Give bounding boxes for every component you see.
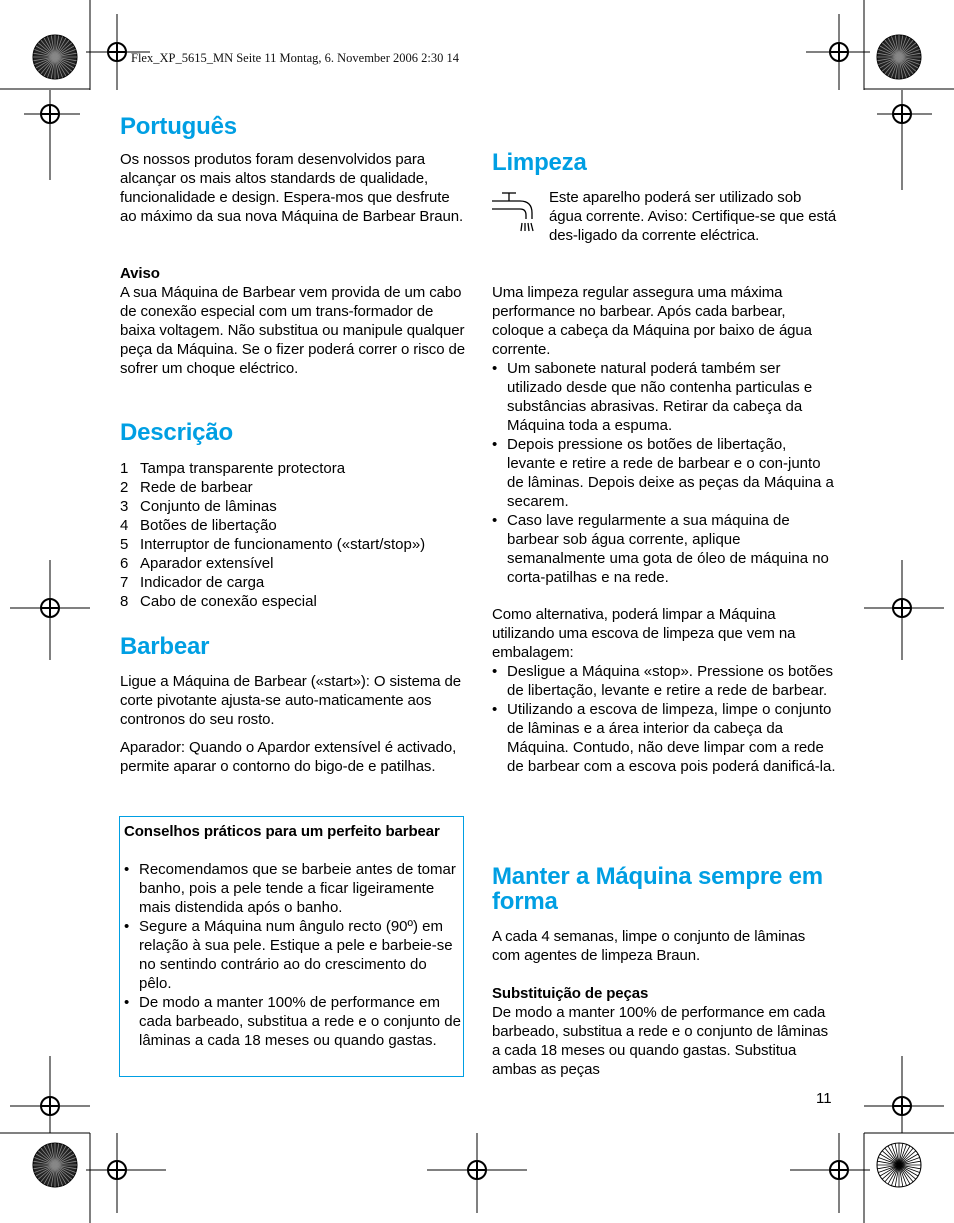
manter-paragraph: A cada 4 semanas, limpe o conjunto de lâminas com agentes de limpeza Braun.	[492, 928, 806, 964]
list-item: • Utilizando a escova de limpeza, limpe o conjunto de lâminas e a área interior da cabeça da Máquina. Contudo, não deve limpar com a rede de barbear com a escova pois poderá danificá-la.	[492, 701, 836, 775]
list-item: 2 Rede de barbear	[120, 479, 253, 496]
list-item: • Desligue a Máquina «stop». Pressione os botões de libertação, levante e retire a rede de barbear.	[492, 663, 834, 699]
list-item: 5 Interruptor de funcionamento («start/stop»)	[120, 536, 426, 553]
aviso-paragraph: A sua Máquina de Barbear vem provida de um cabo de conexão especial com um trans-formador de baixa voltagem. Não substitua ou manipule qualquer peça da Máquina. Se o fizer poderá correr o risco de sofrer um choque eléctrico.	[120, 284, 465, 377]
list-item: • Segure a Máquina num ângulo recto (90º) em relação à sua pele. Estique a pele e barbeie-se no sentindo contrário ao do crescimento do pêlo.	[124, 918, 453, 992]
list-item: 1 Tampa transparente protectora	[120, 460, 346, 477]
barbear-paragraph: Ligue a Máquina de Barbear («start»): O sistema de corte pivotante ajusta-se auto-maticamente aos contronos do seu rosto.	[120, 673, 462, 728]
parts-list	[120, 459, 466, 611]
list-item: • Recomendamos que se barbeie antes de tomar banho, pois a pele tende a ficar ligeiramente mais distendida após o banho.	[124, 861, 456, 916]
list-item: • Depois pressione os botões de libertação, levante e retire a rede de barbear e o con-junto de lâminas. Depois deixe as peças da Máquina a secarem.	[492, 436, 834, 510]
intro-paragraph: Os nossos produtos foram desenvolvidos para alcançar os mais altos standards de qualidade, funcionalidade e design. Espera-mos que desfrute ao máximo da sua nova Máquina de Barbear Braun.	[120, 151, 464, 225]
heading-limpeza: Limpeza	[492, 149, 587, 176]
limpeza-paragraph: Uma limpeza regular assegura uma máxima performance no barbear. Após cada barbear, coloque a cabeça da Máquina por baixo de água corrente.	[492, 284, 812, 358]
list-item: 8 Cabo de conexão especial	[120, 593, 317, 610]
list-item: 4 Botões de libertação	[120, 517, 277, 534]
list-item: • Caso lave regularmente a sua máquina de barbear sob água corrente, aplique semanalmente uma gota de óleo de máquina no corta-patilhas e na rede.	[492, 512, 829, 586]
print-slug: Flex_XP_5615_MN Seite 11 Montag, 6. November 2006 2:30 14	[131, 51, 459, 65]
alternative-paragraph: Como alternativa, poderá limpar a Máquina utilizando uma escova de limpeza que vem na embalagem:	[492, 606, 796, 661]
list-item: 7 Indicador de carga	[120, 574, 265, 591]
heading-portugues: Português	[120, 113, 237, 140]
substituicao-paragraph: De modo a manter 100% de performance em cada barbeado, substitua a rede e o conjunto de lâminas a cada 18 meses ou quando gastas. Substitua ambas as peças	[492, 1004, 829, 1078]
list-item: • De modo a manter 100% de performance em cada barbeado, substitua a rede e o conjunto de lâminas a cada 18 meses ou quando gastas.	[124, 994, 461, 1049]
list-item: • Um sabonete natural poderá também ser utilizado desde que não contenha particulas e substâncias abrasivas. Retirar da cabeça da Máquina toda a espuma.	[492, 360, 813, 434]
water-use-note: Este aparelho poderá ser utilizado sob água corrente. Aviso: Certifique-se que está des-ligado da corrente eléctrica.	[549, 189, 837, 244]
list-item: 6 Aparador extensível	[120, 555, 274, 572]
heading-barbear: Barbear	[120, 633, 210, 660]
limpeza-list-2	[492, 662, 837, 776]
aviso-label: Aviso	[120, 265, 160, 282]
limpeza-list-1	[492, 359, 837, 587]
heading-manter: Manter a Máquina sempre em forma	[492, 863, 823, 915]
heading-descricao: Descrição	[120, 419, 233, 446]
aparador-paragraph: Aparador: Quando o Apardor extensível é activado, permite aparar o contorno do bigo-de e patilhas.	[120, 739, 457, 775]
list-item: 3 Conjunto de lâminas	[120, 498, 277, 515]
running-water-icon	[492, 191, 540, 233]
tips-title: Conselhos práticos para um perfeito barbear	[124, 823, 440, 840]
substituicao-label: Substituição de peças	[492, 985, 649, 1002]
tips-list	[124, 860, 462, 1050]
page-number: 11	[816, 1090, 832, 1107]
